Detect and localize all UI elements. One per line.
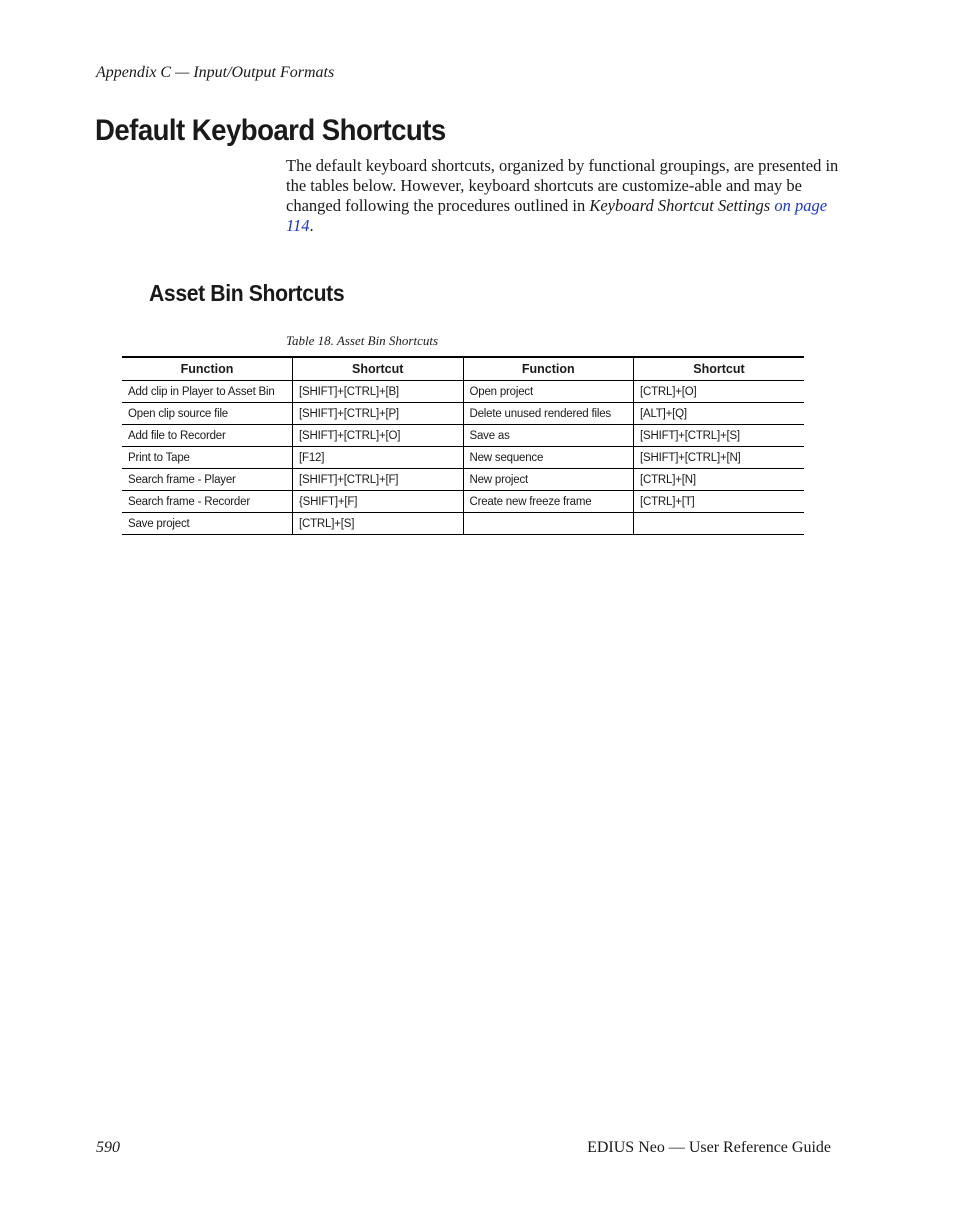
table-cell-function: Open project [463, 381, 634, 403]
column-header-shortcut: Shortcut [293, 357, 464, 381]
table-cell-function: Save project [122, 513, 293, 535]
table-cell-shortcut: [SHIFT]+[CTRL]+[S] [634, 425, 805, 447]
asset-bin-shortcuts-table [122, 356, 804, 535]
table-cell-function: Print to Tape [122, 447, 293, 469]
table-cell-function: Search frame - Player [122, 469, 293, 491]
table-cell-function: New project [463, 469, 634, 491]
section-title: Asset Bin Shortcuts [149, 280, 345, 306]
intro-text: The default keyboard shortcuts, organized by functional groupings, are presented in the tables below. However, keyboard shortcuts are customize-able and may be changed following the procedures outlined in [286, 156, 839, 215]
table-cell-shortcut: [SHIFT]+[CTRL]+[F] [293, 469, 464, 491]
table-cell-shortcut: {SHIFT]+[F] [293, 491, 464, 513]
table-cell-function: Add file to Recorder [122, 425, 293, 447]
table-row [122, 403, 804, 425]
intro-trailing-text: . [309, 216, 314, 235]
table-cell-function: Add clip in Player to Asset Bin [122, 381, 293, 403]
table-cell-shortcut: [CTRL]+[O] [634, 381, 805, 403]
table-cell-function: Save as [463, 425, 634, 447]
table-cell-shortcut: [CTRL]+[T] [634, 491, 805, 513]
footer-guide-title: EDIUS Neo — User Reference Guide [587, 1139, 831, 1156]
column-header-function: Function [463, 357, 634, 381]
table-cell-shortcut: [CTRL]+[N] [634, 469, 805, 491]
table-row [122, 425, 804, 447]
table-header-row [122, 357, 804, 381]
running-header: Appendix C — Input/Output Formats [96, 64, 335, 81]
column-header-function: Function [122, 357, 293, 381]
intro-italic-reference: Keyboard Shortcut Settings [589, 196, 771, 215]
table-cell-function: Search frame - Recorder [122, 491, 293, 513]
table-cell-shortcut [634, 513, 805, 535]
table-cell-function: Open clip source file [122, 403, 293, 425]
table-row [122, 469, 804, 491]
page-title: Default Keyboard Shortcuts [95, 114, 446, 147]
table-cell-function [463, 513, 634, 535]
table-cell-function: Delete unused rendered files [463, 403, 634, 425]
intro-paragraph [286, 156, 846, 236]
table-row [122, 513, 804, 535]
table-cell-shortcut: [F12] [293, 447, 464, 469]
table-row [122, 381, 804, 403]
table-cell-shortcut: [SHIFT]+[CTRL]+[O] [293, 425, 464, 447]
table-cell-shortcut: [SHIFT]+[CTRL]+[P] [293, 403, 464, 425]
table-cell-shortcut: [SHIFT]+[CTRL]+[N] [634, 447, 805, 469]
page-reference-link[interactable]: on page 114 [286, 196, 828, 235]
table-row [122, 447, 804, 469]
page-number: 590 [96, 1139, 120, 1156]
column-header-shortcut: Shortcut [634, 357, 805, 381]
table-cell-shortcut: [SHIFT]+[CTRL]+[B] [293, 381, 464, 403]
table-cell-shortcut: [ALT]+[Q] [634, 403, 805, 425]
table-row [122, 491, 804, 513]
table-caption: Table 18. Asset Bin Shortcuts [286, 333, 439, 348]
table-cell-function: Create new freeze frame [463, 491, 634, 513]
table-cell-function: New sequence [463, 447, 634, 469]
table-cell-shortcut: [CTRL]+[S] [293, 513, 464, 535]
